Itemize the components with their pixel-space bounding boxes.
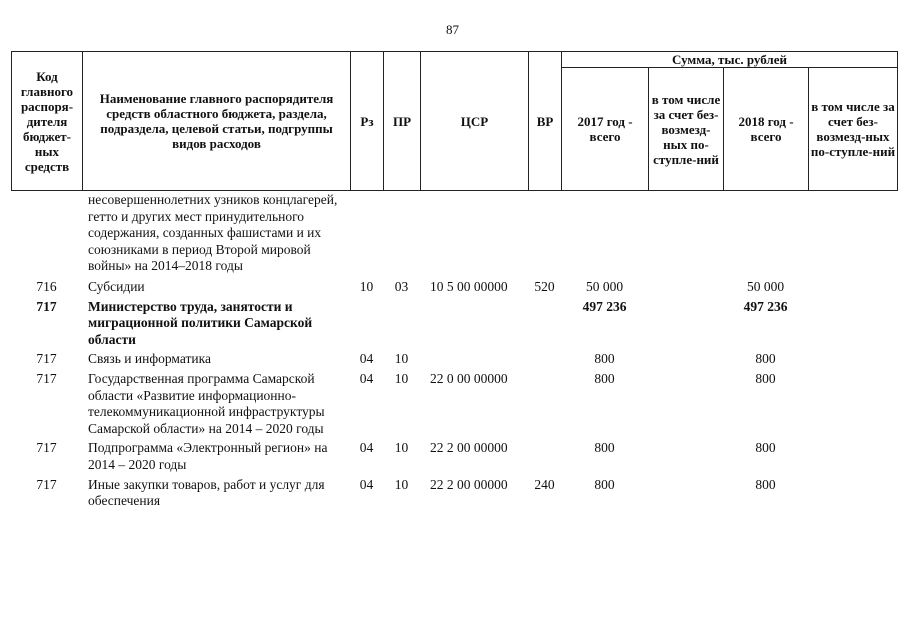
table-row xyxy=(11,368,897,437)
row-2017-total: 50 000 xyxy=(585,278,624,294)
row-2017-incl xyxy=(648,368,723,437)
row-code: 717 xyxy=(36,476,57,492)
table-body xyxy=(11,192,897,510)
table-row xyxy=(11,192,897,276)
header-2017-total: 2017 год - всего xyxy=(562,68,649,191)
row-code: 717 xyxy=(36,440,57,456)
row-rz: 10 xyxy=(359,278,374,294)
table-row xyxy=(11,296,897,349)
row-rz: 04 xyxy=(359,370,374,386)
row-csr: 10 5 00 00000 xyxy=(430,278,508,294)
row-name: Министерство труда, занятости и миграционной политики Самарской области xyxy=(88,298,313,347)
row-vr xyxy=(528,437,561,473)
header-name: Наименование главного распорядителя средств областного бюджета, раздела, подраздела, целевой статьи, подгруппы видов расходов xyxy=(83,52,351,191)
row-vr: 520 xyxy=(534,278,555,294)
row-pr: 10 xyxy=(394,370,409,386)
row-2017-incl xyxy=(648,348,723,368)
row-2017-total xyxy=(561,192,648,276)
row-pr: 10 xyxy=(394,476,409,492)
header-rz: Рз xyxy=(351,52,384,191)
table-row xyxy=(11,348,897,368)
table-row xyxy=(11,437,897,473)
row-name: Субсидии xyxy=(88,278,145,294)
row-name: Подпрограмма «Электронный регион» на 2014 – 2020 годы xyxy=(88,440,328,472)
header-sum-group: Сумма, тыс. рублей xyxy=(562,52,898,68)
row-pr: 03 xyxy=(394,278,409,294)
row-2017-total: 800 xyxy=(594,476,615,492)
row-2018-total: 50 000 xyxy=(746,278,785,294)
header-2018-total: 2018 год - всего xyxy=(724,68,809,191)
row-code: 716 xyxy=(36,278,57,294)
row-pr xyxy=(383,296,420,349)
row-code: 717 xyxy=(36,370,57,386)
row-2018-total: 800 xyxy=(755,370,776,386)
row-name: Связь и информатика xyxy=(88,351,211,367)
row-rz xyxy=(350,192,383,276)
row-2018-total: 497 236 xyxy=(743,298,788,314)
row-2018-incl xyxy=(808,474,897,510)
row-csr: 22 2 00 00000 xyxy=(430,440,508,456)
row-2017-incl xyxy=(648,474,723,510)
row-code xyxy=(11,192,82,276)
header-code: Код главного распоря-дителя бюджет-ных средств xyxy=(12,52,83,191)
header-pr: ПР xyxy=(384,52,421,191)
row-2018-incl xyxy=(808,192,897,276)
row-2018-total xyxy=(723,192,808,276)
row-code: 717 xyxy=(36,351,57,367)
header-2017-incl: в том числе за счет без-возмезд-ных по-ступле-ний xyxy=(649,68,724,191)
row-2018-total: 800 xyxy=(755,440,776,456)
row-csr xyxy=(420,296,528,349)
row-vr xyxy=(528,348,561,368)
row-2017-total: 800 xyxy=(594,370,615,386)
header-csr: ЦСР xyxy=(421,52,529,191)
row-csr: 22 2 00 00000 xyxy=(430,476,508,492)
row-name: Государственная программа Самарской области «Развитие информационно-телекоммуникационной инфраструктуры Самарской области» на 2014 – 2020 годы xyxy=(88,370,325,436)
row-2017-total: 497 236 xyxy=(582,298,627,314)
row-2018-incl xyxy=(808,368,897,437)
row-2017-total: 800 xyxy=(594,351,615,367)
row-2017-incl xyxy=(648,276,723,296)
row-2018-incl xyxy=(808,437,897,473)
row-2017-incl xyxy=(648,437,723,473)
page-number: 87 xyxy=(446,22,459,37)
row-vr xyxy=(528,368,561,437)
row-2017-incl xyxy=(648,296,723,349)
row-2018-total: 800 xyxy=(755,351,776,367)
row-csr xyxy=(420,348,528,368)
row-2018-total: 800 xyxy=(755,476,776,492)
row-vr: 240 xyxy=(534,476,555,492)
table-row xyxy=(11,276,897,296)
row-rz: 04 xyxy=(359,476,374,492)
row-2017-incl xyxy=(648,192,723,276)
header-2018-incl: в том числе за счет без-возмезд-ных по-ступле-ний xyxy=(809,68,898,191)
row-pr: 10 xyxy=(394,440,409,456)
row-name: несовершеннолетних узников концлагерей, гетто и других мест принудительного содержания, созданных фашистами и их союзниками в период Второй мировой войны» на 2014–2018 годы xyxy=(88,192,338,274)
row-2017-total: 800 xyxy=(594,440,615,456)
row-code: 717 xyxy=(36,298,57,314)
row-vr xyxy=(528,192,561,276)
row-vr xyxy=(528,296,561,349)
table-header xyxy=(11,51,898,191)
row-csr xyxy=(420,192,528,276)
header-vr: ВР xyxy=(529,52,562,191)
row-pr: 10 xyxy=(394,351,409,367)
row-name: Иные закупки товаров, работ и услуг для обеспечения xyxy=(88,476,325,509)
row-rz xyxy=(350,296,383,349)
row-2018-incl xyxy=(808,348,897,368)
row-csr: 22 0 00 00000 xyxy=(430,370,508,386)
row-rz: 04 xyxy=(359,440,374,456)
row-2018-incl xyxy=(808,276,897,296)
row-pr xyxy=(383,192,420,276)
row-rz: 04 xyxy=(359,351,374,367)
table-row xyxy=(11,474,897,510)
row-2018-incl xyxy=(808,296,897,349)
